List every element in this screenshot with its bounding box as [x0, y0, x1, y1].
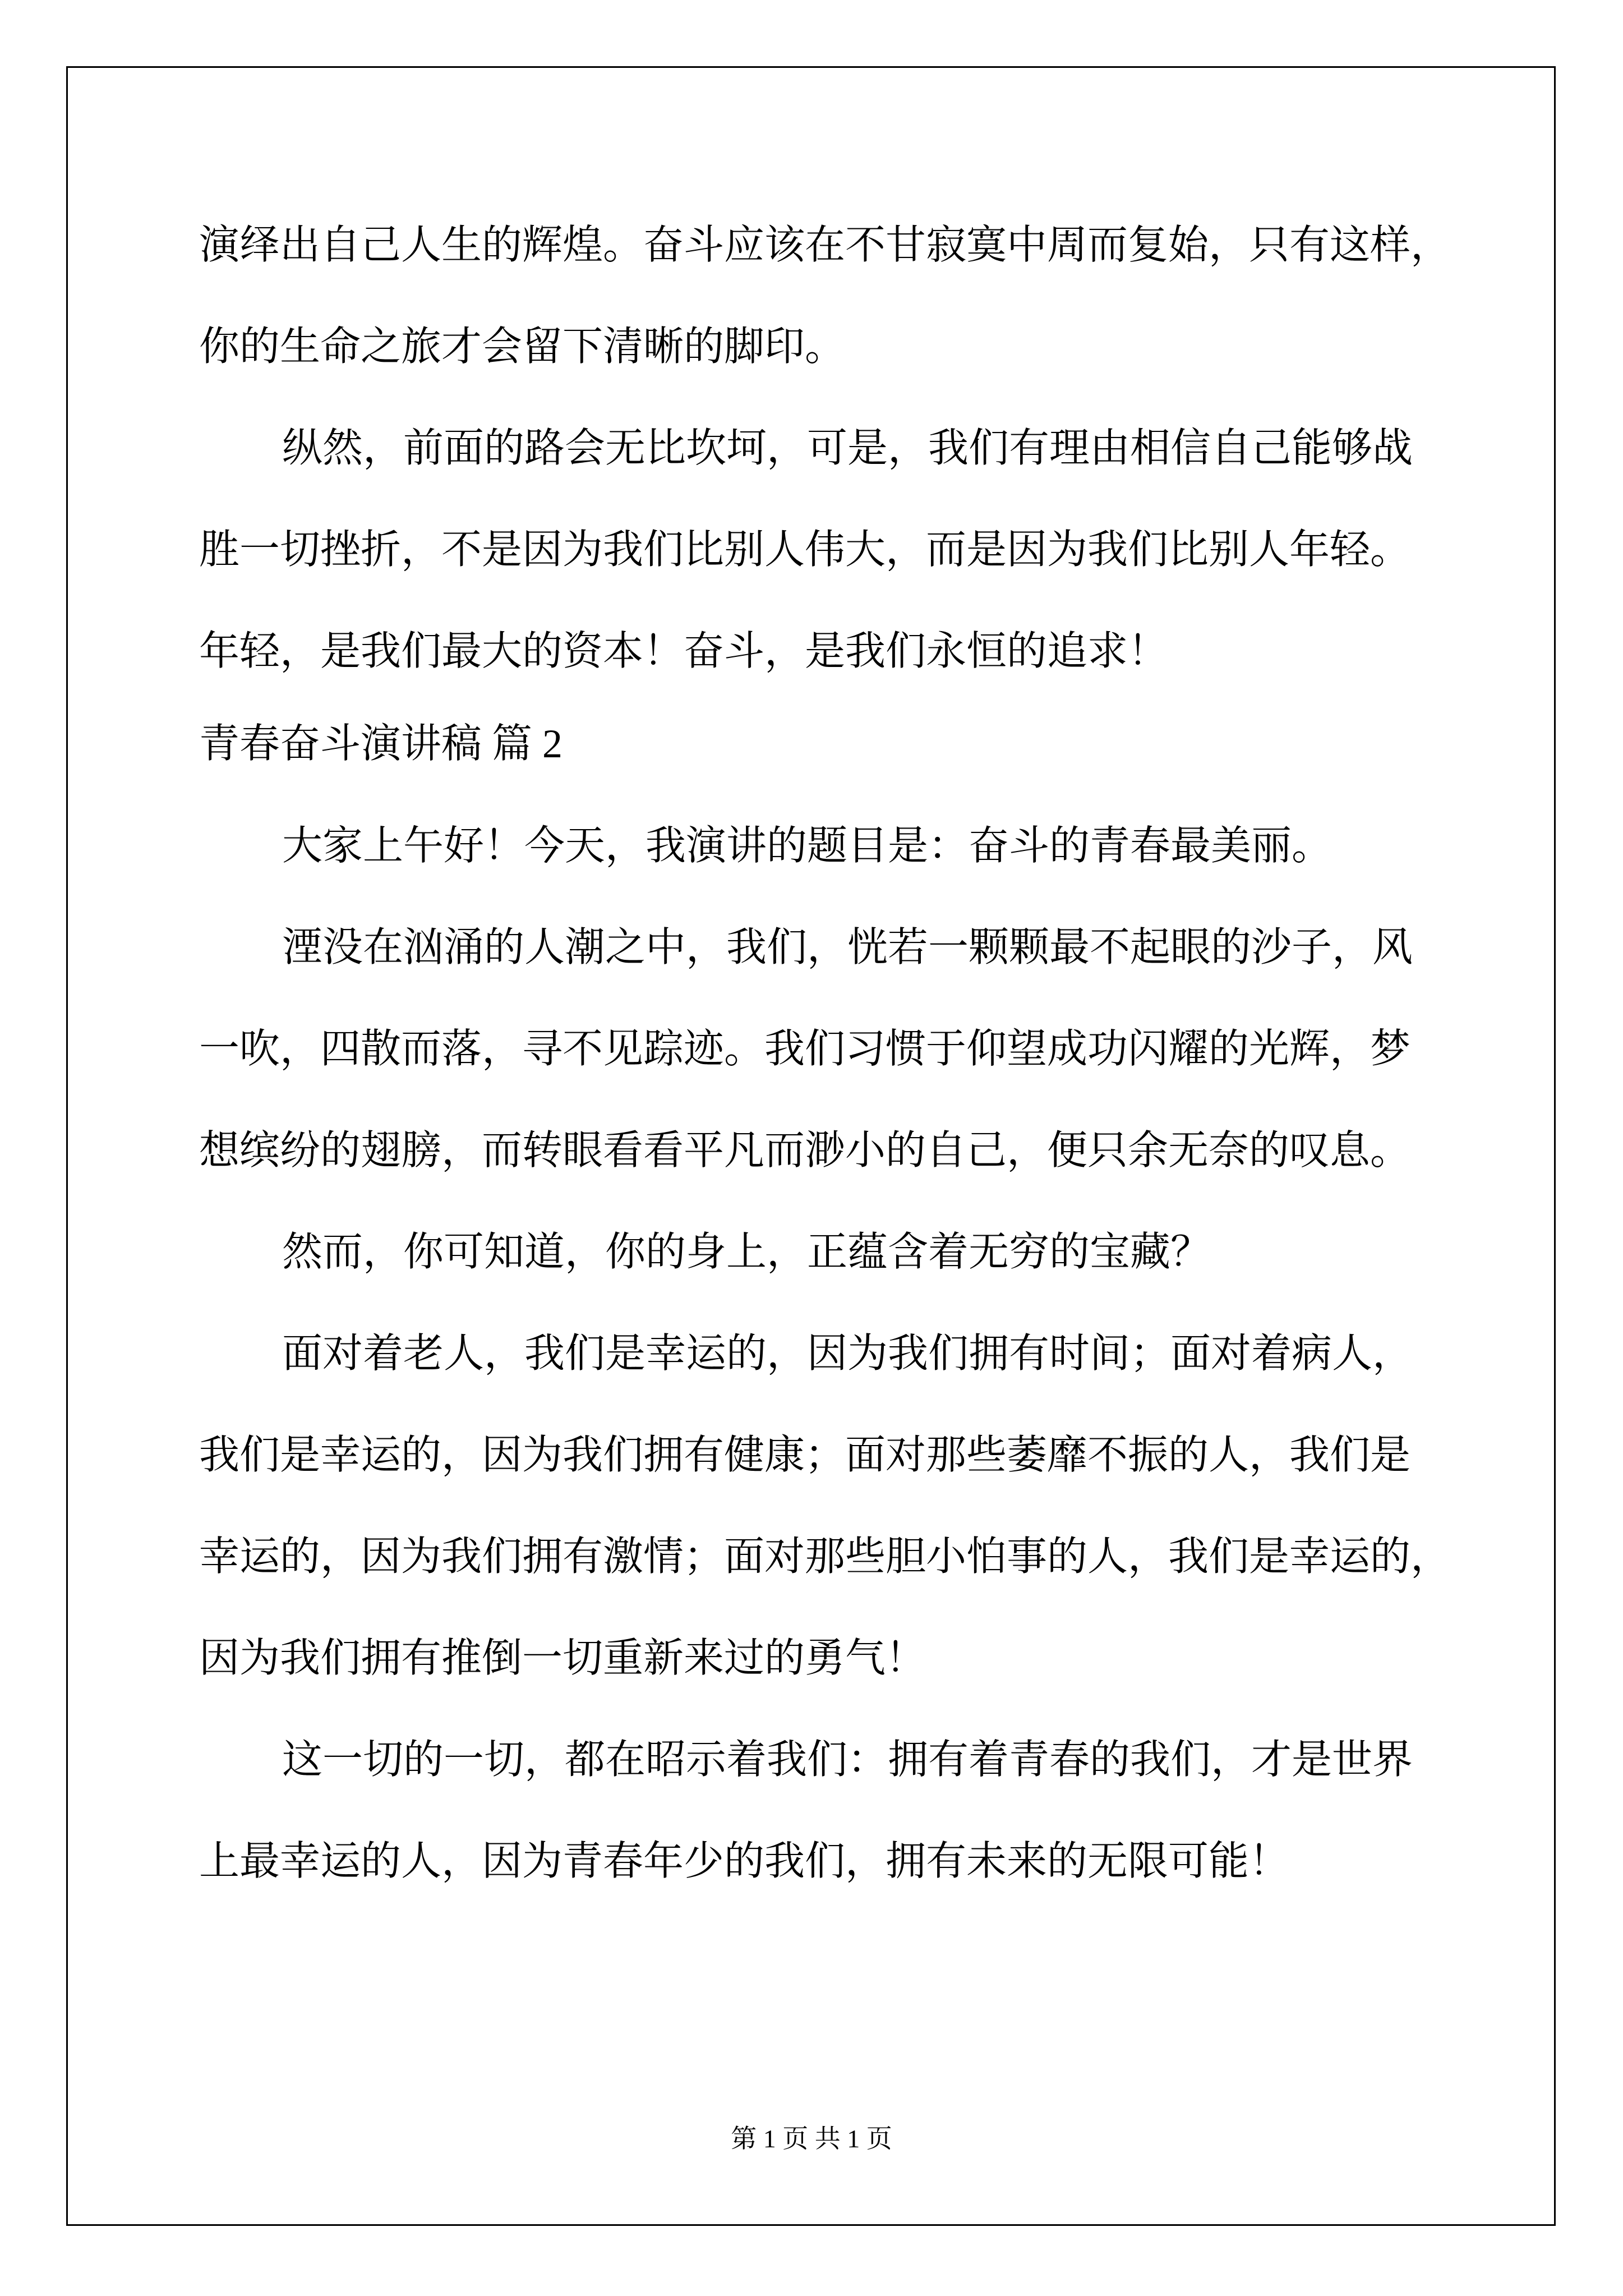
text-line: 想缤纷的翅膀，而转眼看看平凡而渺小的自己，便只余无奈的叹息。	[199, 1126, 1411, 1174]
text-line: 幸运的，因为我们拥有激情；面对那些胆小怕事的人，我们是幸运的，	[199, 1533, 1451, 1580]
text-line: 湮没在汹涌的人潮之中，我们，恍若一颗颗最不起眼的沙子，风	[282, 923, 1413, 970]
text-line: 大家上午好！今天，我演讲的题目是：奋斗的青春最美丽。	[282, 822, 1332, 869]
text-line: 面对着老人，我们是幸运的，因为我们拥有时间；面对着病人，	[282, 1329, 1413, 1377]
text-line: 这一切的一切，都在昭示着我们：拥有着青春的我们，才是世界	[282, 1736, 1413, 1783]
text-line: 一吹，四散而落，寻不见踪迹。我们习惯于仰望成功闪耀的光辉，梦	[199, 1025, 1411, 1072]
text-line: 因为我们拥有推倒一切重新来过的勇气！	[199, 1634, 926, 1681]
page-footer: 第 1 页 共 1 页	[731, 2124, 892, 2153]
text-line: 纵然，前面的路会无比坎坷，可是，我们有理由相信自己能够战	[282, 424, 1413, 471]
text-line: 你的生命之旅才会留下清晰的脚印。	[199, 323, 846, 370]
text-line: 上最幸运的人，因为青春年少的我们，拥有未来的无限可能！	[199, 1837, 1290, 1884]
text-line: 年轻，是我们最大的资本！奋斗，是我们永恒的追求！	[199, 627, 1169, 674]
section-heading: 青春奋斗演讲稿 篇 2	[199, 721, 563, 766]
text-line: 我们是幸运的，因为我们拥有健康；面对那些萎靡不振的人，我们是	[199, 1431, 1411, 1478]
text-line: 然而，你可知道，你的身上，正蕴含着无穷的宝藏？	[282, 1228, 1211, 1275]
text-line: 胜一切挫折，不是因为我们比别人伟大，而是因为我们比别人年轻。	[199, 526, 1411, 573]
text-line: 演绎出自己人生的辉煌。奋斗应该在不甘寂寞中周而复始，只有这样，	[199, 221, 1451, 268]
